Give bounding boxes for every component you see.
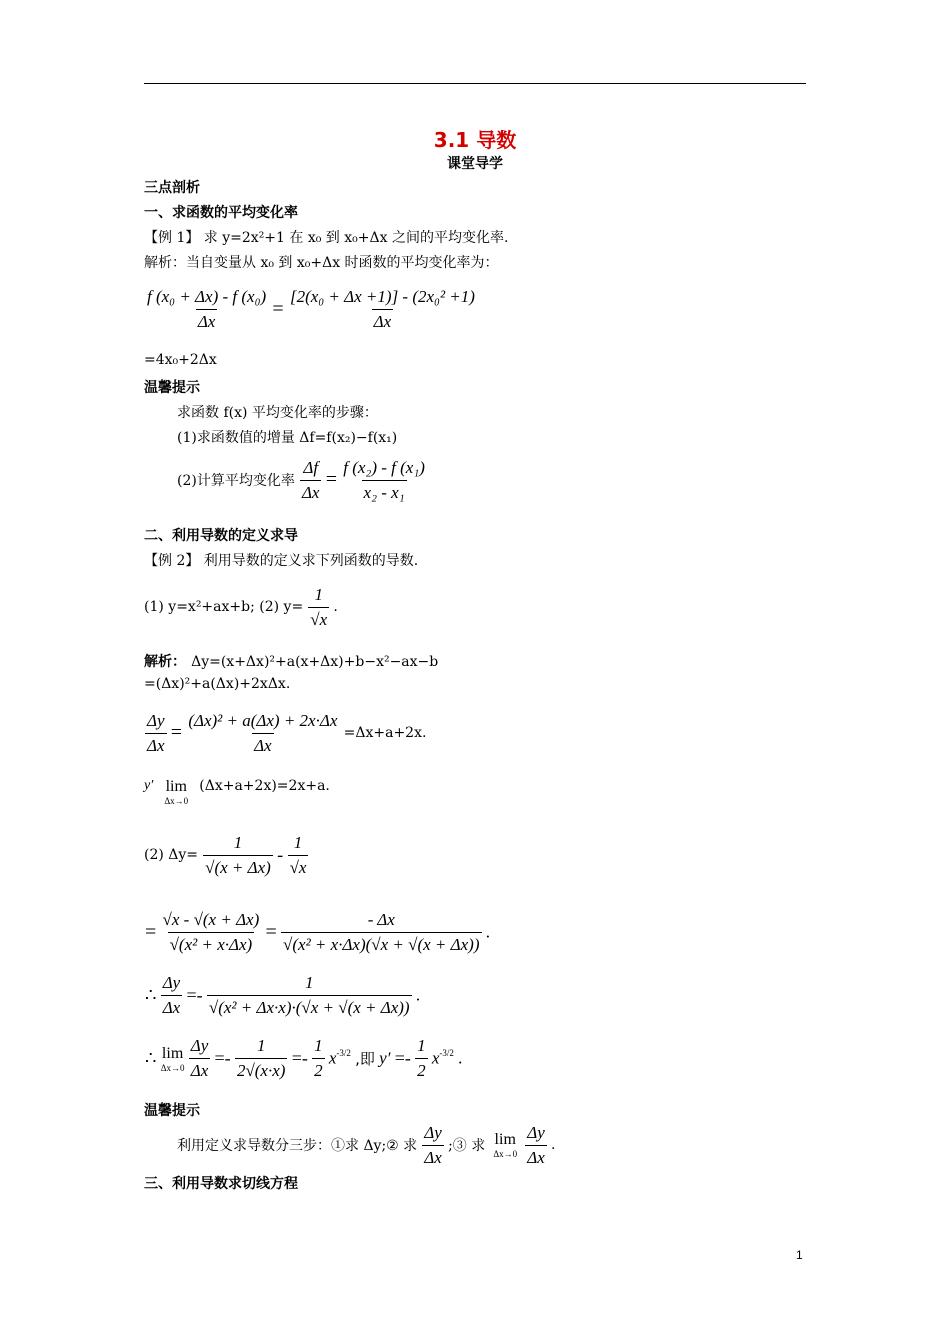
page-subtitle: 课堂导学 xyxy=(447,156,503,172)
example-2-analysis-line-1: 解析： Δy=(x+Δx)²+a(x+Δx)+b−x²−ax−b xyxy=(144,654,439,670)
tip-2-heading: 温馨提示 xyxy=(144,1103,200,1119)
tip-1-frac-1: $\frac{\Delta f}{\Delta x}$ xyxy=(301,458,320,502)
example-1-analysis: 解析：当自变量从 x₀ 到 x₀+Δx 时函数的平均变化率为： xyxy=(144,255,499,271)
part-2-simplify: = $\frac{√x - √(x + \Delta x)}{\text{√(x² + x·Δx)}}$ = $\frac{- \Delta x}{\text{√(x² + x·Δx)(√x + √(x + Δx))}}$ . xyxy=(145,910,490,954)
example-1: 【例 1】 求 y=2x²+1 在 x₀ 到 x₀+Δx 之间的平均变化率. xyxy=(144,230,509,246)
avg-rate-result: =4x₀+2Δx xyxy=(144,352,217,368)
tip-1-line-3: (2)计算平均变化率 $\frac{\Delta f}{\Delta x}$ = $\frac{\text{f (x₂) - f (x₁)}}{\text{x₂ - x₁}}$ xyxy=(177,458,425,502)
avg-rate-equation: $\frac{\text{f (x₀ + Δx) - f (x₀)}}{\Delta x}$ = $\frac{\text{[2(x₀ + Δx +1)] - (2x₀² +1)}}{\Delta x}$ xyxy=(147,287,475,331)
page-number: 1 xyxy=(796,1248,803,1262)
example-2-analysis-line-2: =(Δx)²+a(Δx)+2xΔx. xyxy=(144,676,291,692)
tip-1-line-2: (1)求函数值的增量 Δf=f(x₂)−f(x₁) xyxy=(177,430,398,446)
page-title: 3.1 导数 xyxy=(433,128,517,152)
section-1-heading: 一、求函数的平均变化率 xyxy=(144,205,298,221)
part-2-delta-y: (2) Δy= $\frac{1}{√(x + \Delta x)}$ - $\frac{1}{√x}$ xyxy=(144,833,307,877)
section-intro: 三点剖析 xyxy=(144,180,200,196)
tip-1-frac-2: $\frac{\text{f (x₂) - f (x₁)}}{\text{x₂ - x₁}}$ xyxy=(343,458,425,502)
tip-1-line-1: 求函数 f(x) 平均变化率的步骤： xyxy=(177,405,378,421)
section-3-heading: 三、利用导数求切线方程 xyxy=(144,1176,298,1192)
example-2-frac: $\frac{1}{√x}$ xyxy=(310,585,328,629)
section-2-heading: 二、利用导数的定义求导 xyxy=(144,528,298,544)
header-rule xyxy=(144,83,806,84)
example-2-parts: (1) y=x²+ax+b; (2) y= $\frac{1}{√x}$ . xyxy=(144,585,338,629)
example-2: 【例 2】 利用导数的定义求下列函数的导数. xyxy=(144,553,419,569)
diff-quotient-equation: $\frac{\Delta y}{\Delta x}$ = $\frac{\text{(Δx)² + a(Δx) + 2x·Δx}}{\Delta x}$ =Δx+a+2x. xyxy=(147,711,427,755)
tip-1-heading: 温馨提示 xyxy=(144,380,200,396)
avg-rate-frac-right: $\frac{\text{[2(x₀ + Δx +1)] - (2x₀² +1)}}{\Delta x}$ xyxy=(289,287,475,331)
avg-rate-frac-left: $\frac{\text{f (x₀ + Δx) - f (x₀)}}{\Delta x}$ xyxy=(147,287,267,331)
part-2-limit: ∴ lim Δx→0 $\frac{\Delta y}{\Delta x}$ =- $\frac{1}{2√(x\cdot x)}$ =- $\frac{1}{2}$ $x^{-3/2}$ ,即 y′ =- $\frac{1}{2}$ $x^{-3/2}$ . xyxy=(145,1036,463,1080)
tip-2-line: 利用定义求导数分三步：①求 Δy;② 求 $\frac{\Delta y}{\Delta x}$ ;③ 求 lim Δx→0 $\frac{\Delta y}{\Delta x}$ . xyxy=(177,1123,556,1167)
part-2-quotient: ∴ $\frac{\Delta y}{\Delta x}$ =- $\frac{1}{\text{√(x² + Δx·x)·(√x + √(x + Δx))}}$ . xyxy=(145,973,421,1017)
limit-line-1: y′ lim Δx→0 (Δx+a+2x)=2x+a. xyxy=(144,778,330,806)
